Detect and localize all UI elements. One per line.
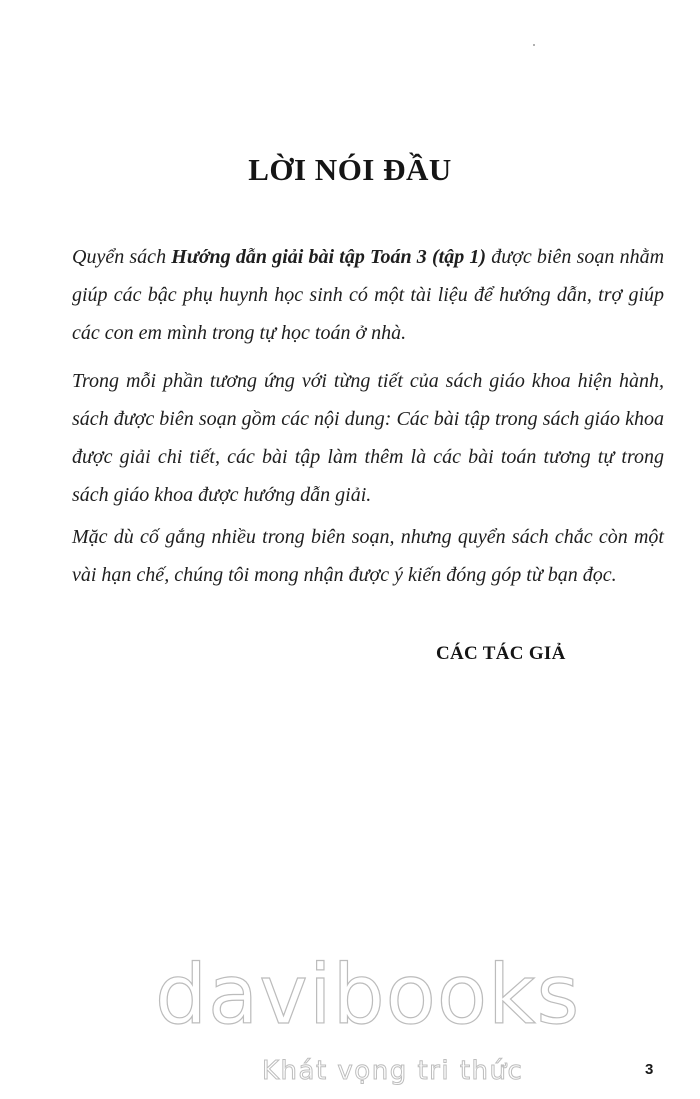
scan-speck [533,44,535,46]
author-signature: CÁC TÁC GIẢ [436,643,566,664]
page-title: LỜI NÓI ĐẦU [248,152,452,187]
paragraph-intro [72,238,664,352]
watermark-logo: davibooks [155,948,581,1043]
page-number: 3 [645,1061,654,1078]
paragraph-intro-lead: Quyển sách [72,246,172,268]
paragraph-content: Trong mỗi phần tương ứng với từng tiết của sách giáo khoa hiện hành, sách được biên soạn gồm các nội dung: Các bài tập trong sách giáo khoa được giải chi tiết, các bài tập làm thêm là các bài toán tương tự trong sách giáo khoa được hướng dẫn giải. [72,370,664,506]
paragraph-closing: Mặc dù cố gắng nhiều trong biên soạn, nhưng quyển sách chắc còn một vài hạn chế, chúng tôi mong nhận được ý kiến đóng góp từ bạn đọc. [72,526,664,586]
watermark-tagline: Khát vọng tri thức [262,1056,524,1086]
paragraph-intro-rest: được biên soạn nhằm giúp các bậc phụ huynh học sinh có một tài liệu để hướng dẫn, trợ giúp các con em mình trong tự học toán ở nhà. [72,246,665,344]
book-title-emphasis: Hướng dẫn giải bài tập Toán 3 (tập 1) [171,246,487,268]
